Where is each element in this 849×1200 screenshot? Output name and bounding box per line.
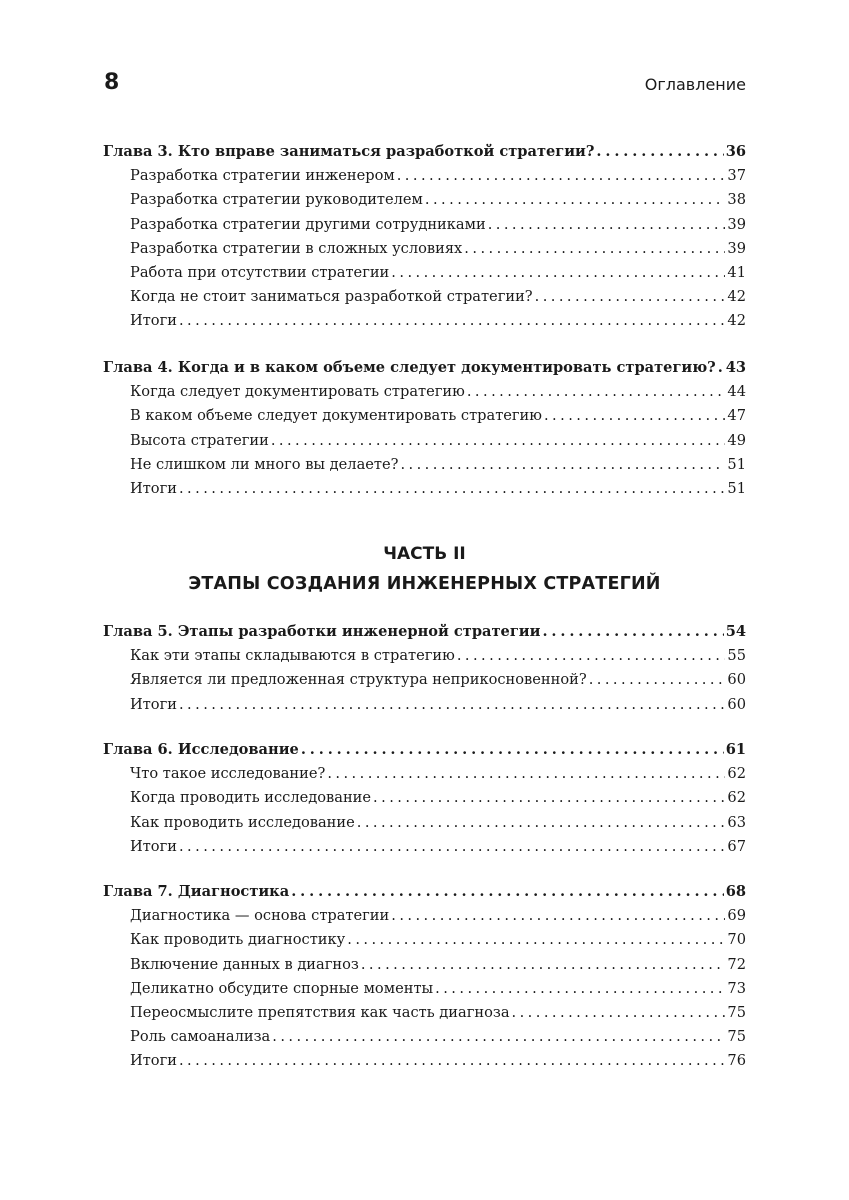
toc-chapter-entry-page: 43 [725, 359, 746, 376]
toc-section-entry [103, 213, 746, 237]
toc-section-entry [103, 404, 746, 428]
toc-section-entry-page: 60 [727, 671, 746, 689]
toc-section-entry [103, 1001, 746, 1025]
dot-leader [179, 477, 725, 501]
toc-chapter-entry-page: 36 [725, 143, 746, 160]
toc-chapter-entry-page: 68 [725, 883, 746, 900]
dot-leader [357, 811, 726, 835]
toc-chapter-entry-title: Глава 6. Исследование [103, 741, 299, 758]
dot-leader [327, 762, 725, 786]
toc-section-entry-page: 67 [727, 837, 746, 855]
chapter-block [103, 620, 746, 717]
toc-section-entry [103, 453, 746, 477]
toc-section-entry-page: 73 [727, 979, 746, 997]
toc-section-entry-title: Переосмыслите препятствия как часть диагноза [130, 1003, 510, 1021]
part-label: ЧАСТЬ II [383, 544, 466, 564]
dot-leader [179, 835, 725, 859]
toc-section-entry-title: Как эти этапы складываются в стратегию [130, 647, 455, 665]
toc-section-entry-page: 63 [727, 813, 746, 831]
running-head: Оглавление [644, 75, 746, 94]
toc-section-entry-title: Когда следует документировать стратегию [130, 383, 465, 401]
toc-section-entry-title: Итоги [130, 312, 177, 330]
dot-leader [179, 309, 725, 333]
toc-section-entry-page: 75 [727, 1028, 746, 1046]
dot-leader [718, 356, 724, 380]
toc-section-entry-title: Работа при отсутствии стратегии [130, 263, 390, 281]
toc-section-entry-page: 37 [727, 167, 746, 185]
toc-section-entry-title: Как проводить исследование [130, 813, 355, 831]
toc-section-entry-page: 55 [727, 647, 746, 665]
toc-section-entry-page: 41 [727, 263, 746, 281]
dot-leader [544, 404, 725, 428]
toc-section-entry-title: Итоги [130, 695, 177, 713]
dot-leader [425, 188, 726, 212]
dot-leader [397, 164, 726, 188]
chapter-block [103, 738, 746, 859]
dot-leader [361, 953, 726, 977]
dot-leader [457, 644, 726, 668]
toc-chapter-entry-title: Глава 5. Этапы разработки инженерной стратегии [103, 623, 541, 640]
toc-section-entry-title: Как проводить диагностику [130, 931, 346, 949]
toc-section-entry [103, 380, 746, 404]
toc-section-entry [103, 644, 746, 668]
toc-section-entry [103, 188, 746, 212]
toc-section-entry-title: Деликатно обсудите спорные моменты [130, 979, 434, 997]
dot-leader [467, 380, 726, 404]
toc-section-entry [103, 977, 746, 1001]
toc-section-entry-title: Итоги [130, 479, 177, 497]
toc-section-entry-page: 49 [727, 431, 746, 449]
dot-leader [596, 140, 723, 164]
dot-leader [464, 237, 725, 261]
dot-leader [272, 1025, 725, 1049]
dot-leader [391, 261, 725, 285]
dot-leader [271, 429, 726, 453]
toc-section-entry-page: 42 [727, 288, 746, 306]
toc-section-entry-page: 39 [727, 215, 746, 233]
toc-section-entry [103, 904, 746, 928]
toc-section-entry-page: 44 [727, 383, 746, 401]
chapter-block [103, 140, 746, 334]
toc-chapter-entry [103, 880, 746, 904]
dot-leader [373, 786, 725, 810]
toc-chapter-entry [103, 738, 746, 762]
toc-section-entry-title: Когда проводить исследование [130, 789, 372, 807]
toc-section-entry-page: 39 [727, 239, 746, 257]
toc-section-entry [103, 309, 746, 333]
toc-section-entry-title: Когда не стоит заниматься разработкой стратегии? [130, 288, 533, 306]
toc-chapter-entry [103, 620, 746, 644]
dot-leader [542, 620, 723, 644]
toc-section-entry [103, 835, 746, 859]
dot-leader [589, 668, 726, 692]
toc-section-entry [103, 811, 746, 835]
toc-section-entry [103, 668, 746, 692]
toc-section-entry [103, 762, 746, 786]
page-number: 8 [104, 70, 120, 95]
toc-section-entry-page: 62 [727, 765, 746, 783]
toc-chapter-entry-title: Глава 7. Диагностика [103, 883, 290, 900]
toc-section-entry [103, 928, 746, 952]
toc-section-entry-page: 62 [727, 789, 746, 807]
toc-section-entry [103, 261, 746, 285]
dot-leader [400, 453, 725, 477]
dot-leader [301, 738, 724, 762]
dot-leader [435, 977, 725, 1001]
toc-section-entry-title: Высота стратегии [130, 431, 269, 449]
dot-leader [291, 880, 724, 904]
toc-section-entry-title: Роль самоанализа [130, 1028, 271, 1046]
toc-section-entry-title: Разработка стратегии в сложных условиях [130, 239, 463, 257]
toc-section-entry-title: Итоги [130, 837, 177, 855]
toc-section-entry-page: 47 [727, 407, 746, 425]
toc-section-entry-title: Диагностика — основа стратегии [130, 907, 390, 925]
toc-section-entry-page: 38 [727, 191, 746, 209]
dot-leader [347, 928, 725, 952]
chapter-block [103, 880, 746, 1074]
toc-chapter-entry [103, 140, 746, 164]
toc-section-entry-page: 72 [727, 955, 746, 973]
toc-section-entry [103, 477, 746, 501]
dot-leader [488, 213, 726, 237]
toc-section-entry-page: 51 [727, 455, 746, 473]
toc-section-entry-title: Разработка стратегии руководителем [130, 191, 423, 209]
toc-section-entry-page: 76 [727, 1052, 746, 1070]
toc-section-entry-page: 42 [727, 312, 746, 330]
toc-chapter-entry-title: Глава 4. Когда и в каком объеме следует документировать стратегию? [103, 359, 716, 376]
toc-section-entry [103, 164, 746, 188]
toc-chapter-entry [103, 356, 746, 380]
dot-leader [179, 1049, 725, 1073]
toc-section-entry-title: Разработка стратегии другими сотрудниками [130, 215, 486, 233]
toc-section-entry-title: Является ли предложенная структура неприкосновенной? [130, 671, 587, 689]
chapter-block [103, 356, 746, 501]
dot-leader [391, 904, 725, 928]
toc-chapter-entry-page: 54 [725, 623, 746, 640]
toc-section-entry [103, 786, 746, 810]
toc-section-entry-page: 69 [727, 907, 746, 925]
toc-section-entry-title: Разработка стратегии инженером [130, 167, 395, 185]
toc-section-entry-page: 75 [727, 1003, 746, 1021]
toc-chapter-entry-title: Глава 3. Кто вправе заниматься разработкой стратегии? [103, 143, 595, 160]
toc-section-entry-title: Что такое исследование? [130, 765, 326, 783]
toc-section-entry-page: 60 [727, 695, 746, 713]
part-title: ЭТАПЫ СОЗДАНИЯ ИНЖЕНЕРНЫХ СТРАТЕГИЙ [188, 574, 661, 594]
dot-leader [512, 1001, 726, 1025]
toc-chapter-entry-page: 61 [725, 741, 746, 758]
toc-section-entry-title: В каком объеме следует документировать стратегию [130, 407, 542, 425]
toc-section-entry [103, 693, 746, 717]
toc-section-entry [103, 429, 746, 453]
dot-leader [179, 693, 725, 717]
toc-section-entry-title: Включение данных в диагноз [130, 955, 359, 973]
toc-section-entry-page: 70 [727, 931, 746, 949]
toc-section-entry-title: Итоги [130, 1052, 177, 1070]
toc-section-entry [103, 237, 746, 261]
toc-section-entry [103, 953, 746, 977]
toc-section-entry [103, 1049, 746, 1073]
toc-section-entry-page: 51 [727, 479, 746, 497]
toc-section-entry [103, 1025, 746, 1049]
toc-section-entry-title: Не слишком ли много вы делаете? [130, 455, 399, 473]
dot-leader [535, 285, 726, 309]
toc-section-entry [103, 285, 746, 309]
